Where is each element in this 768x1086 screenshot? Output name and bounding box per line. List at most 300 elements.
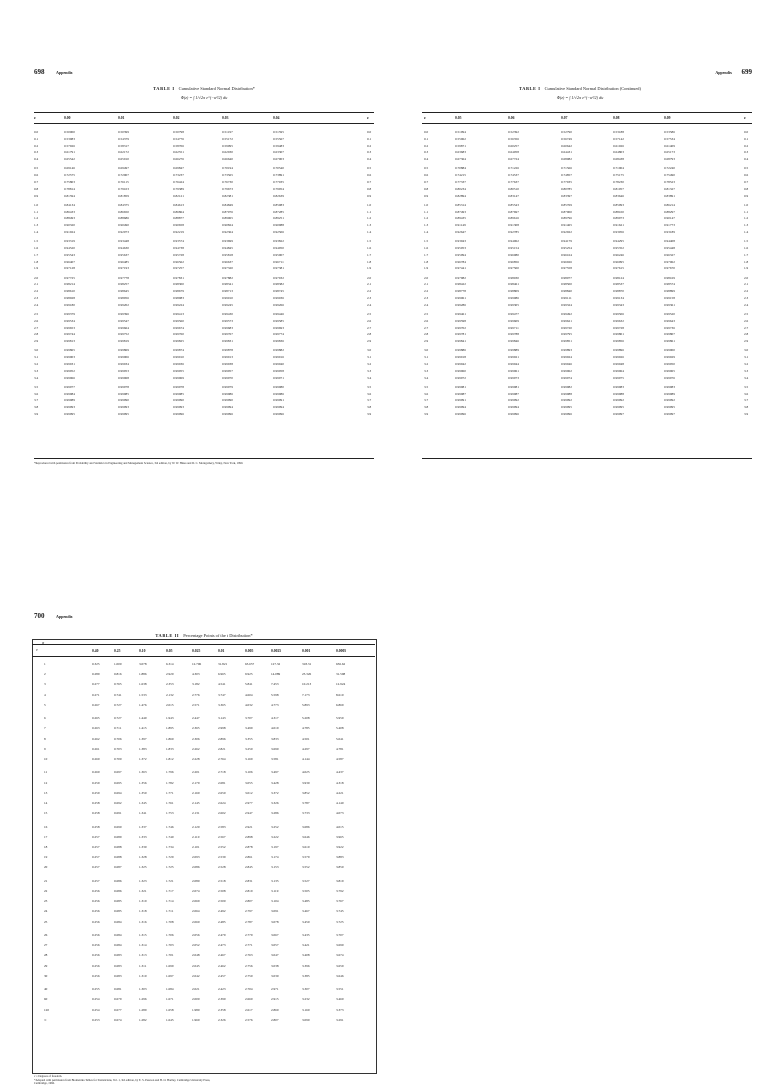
table-cell: 0.99795 (561, 332, 572, 337)
column-header: 0.08 (613, 116, 620, 120)
table-cell: 7.173 (302, 692, 310, 697)
table-cell: 1.796 (166, 770, 174, 775)
table-cell: 0.54776 (173, 136, 184, 141)
row-z-label: 2.2 (424, 289, 429, 294)
table-cell: 0.99929 (664, 355, 675, 360)
table-cell: 1.314 (139, 943, 147, 948)
table-header (0, 649, 384, 655)
table-cell: 3.485 (302, 899, 310, 904)
column-header: z (367, 116, 369, 120)
table-cell: 3.527 (302, 878, 310, 883)
table-cell: 0.83646 (613, 193, 624, 198)
table-cell: 0.97320 (222, 266, 233, 271)
table-cell: 2.069 (192, 899, 200, 904)
table-cell: 0.256 (92, 909, 100, 914)
table-caption (410, 86, 750, 91)
table-cell: 0.99957 (222, 368, 233, 373)
table-cell: 0.727 (114, 716, 122, 721)
footnote-line-1: ν = Degrees of freedom. (34, 1074, 63, 1078)
row-z-label: 1.3 (367, 223, 372, 228)
table-cell: 0.51197 (222, 130, 233, 134)
row-z-label: 1.3 (34, 223, 39, 228)
column-header: 0.00 (64, 116, 71, 120)
table-cell: 0.69497 (118, 166, 129, 171)
table-cell: 0.99774 (273, 332, 284, 337)
table-cell: 1.771 (166, 790, 174, 795)
table-cell: 4.015 (336, 824, 344, 829)
row-z-label: 1.1 (424, 209, 429, 214)
table-cell: 0.325 (92, 662, 100, 666)
table-body (0, 662, 384, 1072)
table-cell: 1.310 (139, 973, 147, 978)
row-z-label: 3.1 (424, 355, 429, 360)
table-cell: 3.850 (336, 865, 344, 870)
table-cell: 1.833 (166, 746, 174, 751)
table-cell: 0.99966 (64, 375, 75, 380)
table-cell: 0.98840 (561, 289, 572, 294)
column-header: 0.07 (561, 116, 568, 120)
row-z-label: 1.8 (34, 259, 39, 264)
table-cell: 0.259 (92, 790, 100, 795)
table-cell: 0.99989 (664, 391, 675, 396)
table-cell: 2.132 (166, 692, 174, 697)
row-z-label: 0.4 (34, 157, 39, 162)
table-cell: 4.773 (271, 702, 279, 707)
table-cell: 2.056 (192, 933, 200, 937)
table-cell: 0.99913 (222, 355, 233, 360)
row-z-label: 1.2 (34, 216, 39, 221)
table-cell: 0.256 (92, 919, 100, 924)
header-rule-top (32, 644, 375, 645)
table-cell: 3.286 (271, 811, 279, 816)
column-header: 0.04 (273, 116, 280, 120)
table-cell: 0.99343 (613, 302, 624, 307)
table-cell: 0.99813 (64, 339, 75, 344)
row-nu-label: ∞ (44, 1017, 47, 1022)
table-title: Percentage Points of the t Distribution (183, 633, 251, 638)
table-cell: 0.99560 (173, 318, 184, 323)
table-cell: 1.701 (166, 953, 174, 958)
table-cell: 0.97882 (222, 275, 233, 280)
table-cell: 0.92785 (508, 230, 519, 234)
table-cell: 0.85314 (455, 202, 466, 207)
table-cell: 1.729 (166, 855, 174, 860)
table-cell: 0.99585 (273, 318, 284, 323)
table-cell: 0.99990 (173, 398, 184, 403)
table-cell: 0.76424 (173, 180, 184, 184)
table-cell: 0.61791 (64, 150, 75, 155)
table-cell: 0.97725 (64, 275, 75, 280)
table-cell: 0.703 (114, 746, 122, 751)
table-cell: 0.50000 (64, 130, 75, 134)
table-cell: 4.541 (218, 682, 226, 687)
table-cell: 0.685 (114, 909, 122, 914)
row-z-label: 0.0 (34, 130, 39, 134)
table-cell: 2.045 (192, 963, 200, 968)
row-nu-label: 18 (44, 845, 48, 849)
table-cell: 0.97670 (664, 266, 675, 271)
table-cell: 3.792 (336, 889, 344, 893)
table-cell: 2.131 (192, 811, 200, 816)
table-cell: 0.92647 (455, 230, 466, 234)
row-z-label: 1.0 (744, 202, 749, 207)
table-cell: 1.645 (166, 1017, 174, 1022)
table-cell: 0.72240 (664, 166, 675, 171)
column-header: 0.09 (664, 116, 671, 120)
row-z-label: 0.8 (744, 186, 749, 191)
table-cell: 0.691 (114, 811, 122, 816)
row-z-label: 1.0 (424, 202, 429, 207)
table-cell: 0.97982 (455, 275, 466, 280)
table-cell: 0.257 (92, 845, 100, 849)
table-cell: 0.96485 (118, 259, 129, 264)
table-cell: 0.99266 (273, 302, 284, 307)
table-cell: 3.104 (271, 899, 279, 904)
table-cell: 0.98461 (508, 282, 519, 287)
table-cell: 3.646 (336, 973, 344, 978)
row-z-label: 3.2 (424, 362, 429, 366)
table-cell: 2.447 (192, 716, 200, 721)
table-cell: 2.326 (218, 1017, 226, 1022)
table-cell: 0.73565 (222, 173, 233, 178)
table-cell: 0.99986 (273, 391, 284, 396)
row-z-label: 3.4 (367, 375, 372, 380)
table-cell: 0.99996 (173, 412, 184, 416)
table-cell: 0.99997 (613, 412, 624, 416)
table-cell: 0.89251 (273, 216, 284, 221)
table-cell: 0.91773 (664, 223, 675, 228)
table-cell: 1.812 (166, 757, 174, 761)
table-cell: 0.58706 (173, 143, 184, 148)
table-cell: 0.99979 (222, 384, 233, 389)
table-cell: 5.841 (245, 682, 253, 687)
table-cell: 3.690 (336, 943, 344, 948)
table-cell: 3.497 (271, 770, 279, 775)
table-cell: 0.265 (92, 716, 100, 721)
table-cell: 0.99991 (273, 398, 284, 403)
table-cell: 0.82121 (173, 193, 184, 198)
table-cell: 6.965 (218, 672, 226, 677)
table-cell: 0.99926 (613, 355, 624, 360)
table-cell: 3.965 (336, 834, 344, 839)
table-body (384, 130, 768, 460)
table-cell: 0.99961 (508, 368, 519, 373)
table-cell: 0.99973 (508, 375, 519, 380)
table-cell: 0.82381 (222, 193, 233, 198)
table-cell: 1.356 (139, 780, 147, 785)
table-cell: 0.95448 (664, 246, 675, 250)
table-cell: 0.98422 (455, 282, 466, 287)
table-cell: 3.232 (302, 997, 310, 1002)
table-cell: 0.56356 (508, 136, 519, 141)
table-cell: 1.714 (166, 899, 174, 904)
table-cell: 0.62172 (118, 150, 129, 155)
table-cell: 0.60642 (561, 143, 572, 148)
row-z-label: 1.4 (744, 230, 749, 234)
table-cell: 0.99819 (118, 339, 129, 344)
column-header-alpha: 0.01 (218, 649, 225, 653)
table-cell: 0.681 (114, 987, 122, 992)
table-cell: 2.080 (192, 878, 200, 883)
table-cell: 5.208 (302, 716, 310, 721)
table-cell: 2.650 (218, 790, 226, 795)
table-cell: 0.78814 (64, 186, 75, 191)
row-z-label: 2.8 (424, 332, 429, 337)
table-cell: 0.99886 (455, 348, 466, 353)
table-cell: 0.94295 (613, 239, 624, 244)
table-cell: 2.776 (192, 692, 200, 697)
table-cell: 1.533 (139, 692, 147, 697)
table-cell: 1.303 (139, 987, 147, 992)
row-z-label: 0.1 (367, 136, 372, 141)
row-nu-label: 20 (44, 865, 48, 870)
row-z-label: 2.1 (367, 282, 372, 287)
table-cell: 1.289 (139, 1007, 147, 1012)
table-cell: 3.012 (245, 790, 253, 795)
row-z-label: 1.5 (744, 239, 749, 244)
table-cell: 3.326 (271, 801, 279, 805)
table-cell: 1.671 (166, 997, 174, 1002)
row-z-label: 2.5 (367, 312, 372, 316)
table-cell: 0.99988 (561, 391, 572, 396)
table-cell: 0.98778 (455, 289, 466, 294)
table-cell: 0.99987 (508, 391, 519, 396)
column-header: 0.05 (455, 116, 462, 120)
table-cell: 0.99997 (664, 412, 675, 416)
table-cell: 0.97062 (664, 259, 675, 264)
table-cell: 3.119 (271, 889, 279, 893)
table-cell: 0.81327 (664, 186, 675, 191)
table-cell: 2.947 (245, 811, 253, 816)
table-cell: 3.106 (245, 770, 253, 775)
table-cell: 3.291 (336, 1017, 344, 1022)
table-cell: 1.415 (139, 726, 147, 731)
header-rule-bottom (422, 123, 752, 124)
table-cell: 2.457 (218, 973, 226, 978)
table-cell: 1.333 (139, 834, 147, 839)
row-z-label: 1.8 (744, 259, 749, 264)
table-cell: 0.89065 (222, 216, 233, 221)
table-cell: 0.688 (114, 855, 122, 860)
table-body (0, 130, 384, 460)
row-z-label: 0.3 (424, 150, 429, 155)
table-cell: 0.88297 (664, 209, 675, 214)
table-cell: 3.467 (302, 909, 310, 914)
column-header: z (424, 116, 426, 120)
table-cell: 0.99744 (64, 332, 75, 337)
row-nu-label: 12 (44, 780, 48, 785)
table-cell: 1.000 (114, 662, 122, 666)
page-number: 699 (741, 68, 752, 76)
table-cell: 2.160 (192, 790, 200, 795)
page-699 (384, 0, 768, 500)
table-cell: 1.980 (192, 1007, 200, 1012)
table-cell: 0.99995 (613, 405, 624, 410)
row-z-label: 0.8 (34, 186, 39, 191)
table-cell: 0.71904 (613, 166, 624, 171)
table-cell: 0.99324 (561, 302, 572, 307)
row-z-label: 3.1 (34, 355, 39, 360)
table-cell: 4.437 (336, 770, 344, 775)
table-cell: 0.97500 (508, 266, 519, 271)
table-cell: 0.91621 (613, 223, 624, 228)
row-nu-label: 1 (44, 662, 46, 666)
table-cell: 2.021 (192, 987, 200, 992)
table-cell: 2.624 (218, 801, 226, 805)
table-cell: 3.579 (302, 855, 310, 860)
table-cell: 0.99158 (664, 296, 675, 300)
table-cell: 2.228 (192, 757, 200, 761)
table-cell: 0.98713 (222, 289, 233, 294)
table-cell: 0.92922 (561, 230, 572, 234)
row-z-label: 3.5 (367, 384, 372, 389)
table-cell: 0.99992 (508, 398, 519, 403)
table-cell: 2.093 (192, 855, 200, 860)
table-cell: 12.706 (192, 662, 202, 666)
table-cell: 0.81859 (118, 193, 129, 198)
table-cell: 5.959 (336, 716, 344, 721)
table-cell: 0.99286 (455, 302, 466, 307)
table-cell: 0.99202 (118, 302, 129, 307)
table-cell: 2.048 (192, 953, 200, 958)
column-header-alpha: 0.40 (92, 649, 99, 653)
table-cell: 3.733 (302, 811, 310, 816)
table-cell: 1.330 (139, 845, 147, 849)
table-cell: 0.99430 (222, 312, 233, 316)
table-cell: 0.99621 (561, 318, 572, 323)
table-cell: 2.110 (192, 834, 200, 839)
table-cell: 0.80510 (508, 186, 519, 191)
table-cell: 0.71566 (561, 166, 572, 171)
table-cell: 2.492 (218, 909, 226, 914)
table-cell: 0.85543 (508, 202, 519, 207)
table-cell: 1.350 (139, 790, 147, 795)
table-cell: 3.365 (218, 702, 226, 707)
row-z-label: 2.1 (424, 282, 429, 287)
table-cell: 0.90824 (222, 223, 233, 228)
table-cell: 0.79954 (273, 186, 284, 191)
header-rule-bottom (32, 656, 375, 657)
row-z-label: 2.2 (34, 289, 39, 294)
table-cell: 0.78523 (664, 180, 675, 184)
table-label: TABLE I (153, 86, 175, 91)
table-cell: 3.055 (245, 780, 253, 785)
row-z-label: 1.6 (744, 246, 749, 250)
table-cell: 0.99936 (173, 362, 184, 366)
table-cell: 1.319 (139, 899, 147, 904)
table-cell: 3.396 (302, 963, 310, 968)
table-cell: 0.727 (114, 702, 122, 707)
row-z-label: 2.9 (424, 339, 429, 344)
table-cell: 0.52392 (508, 130, 519, 134)
footnote-line-2: *Adapted with permission from Biometrika Tables for Statisticians, Vol. 1, 3rd edition, by E. S. Pearson and H. O. Hartley, Cambridge University Press, (34, 1077, 211, 1082)
table-cell: 0.99874 (173, 348, 184, 353)
table-cell: 4.221 (336, 790, 344, 795)
table-cell: 1.684 (166, 987, 174, 992)
table-cell: 0.99996 (222, 412, 233, 416)
table-cell: 0.55172 (222, 136, 233, 141)
table-cell: 0.99955 (173, 368, 184, 373)
table-cell: 0.85083 (273, 202, 284, 207)
table-cell: 2.977 (245, 801, 253, 805)
row-nu-label: 30 (44, 973, 48, 978)
table-cell: 0.85993 (613, 202, 624, 207)
table-cell: 4.144 (302, 757, 310, 761)
column-header-alpha: 0.001 (302, 649, 311, 653)
row-z-label: 2.4 (34, 302, 39, 307)
table-cell: 0.96562 (173, 259, 184, 264)
table-cell: 3.581 (271, 757, 279, 761)
table-cell: 3.090 (302, 1017, 310, 1022)
table-cell: 2.060 (192, 919, 200, 924)
table-cell: 0.66640 (222, 157, 233, 162)
table-cell: 0.687 (114, 865, 122, 870)
table-cell: 3.373 (336, 1007, 344, 1012)
table-cell: 2.500 (218, 899, 226, 904)
row-z-label: 0.6 (424, 173, 429, 178)
table-cell: 0.99846 (508, 339, 519, 344)
table-cell: 0.86650 (118, 209, 129, 214)
table-cell: 0.93056 (613, 230, 624, 234)
table-cell: 0.99693 (273, 325, 284, 330)
table-cell: 0.99788 (508, 332, 519, 337)
table-cell: 0.96080 (508, 252, 519, 257)
table-cell: 0.80785 (561, 186, 572, 191)
table-cell: 0.99991 (455, 398, 466, 403)
row-z-label: 3.0 (367, 348, 372, 353)
table-cell: 5.598 (271, 692, 279, 697)
table-cell: 0.258 (92, 811, 100, 816)
row-z-label: 2.2 (367, 289, 372, 294)
row-z-label: 1.5 (34, 239, 39, 244)
table-cell: 2.797 (245, 909, 253, 914)
table-cell: 3.135 (271, 878, 279, 883)
table-cell: 1.282 (139, 1017, 147, 1022)
row-z-label: 1.5 (367, 239, 372, 244)
table-cell: 4.140 (336, 801, 344, 805)
table-cell: 0.99841 (455, 339, 466, 344)
table-title: Cumulative Standard Normal Distribution (Continued) (544, 86, 641, 91)
footnote-line-3: Cambridge, 1966. (34, 1081, 55, 1086)
row-z-label: 1.3 (744, 223, 749, 228)
table-cell: 3.222 (271, 834, 279, 839)
row-z-label: 2.9 (744, 339, 749, 344)
table-cell: 3.067 (271, 933, 279, 937)
table-cell: 0.99946 (561, 362, 572, 366)
row-z-label: 0.5 (744, 166, 749, 171)
row-z-label: 1.2 (424, 216, 429, 221)
row-z-label: 0.3 (34, 150, 39, 155)
table-cell: 3.057 (271, 943, 279, 948)
table-cell: 3.038 (271, 963, 279, 968)
table-cell: 0.99767 (222, 332, 233, 337)
table-cell: 3.355 (245, 736, 253, 741)
table-cell: 0.66276 (173, 157, 184, 162)
table-cell: 0.93448 (118, 239, 129, 244)
table-cell: 0.261 (92, 746, 100, 751)
table-cell: 0.84613 (173, 202, 184, 207)
row-z-label: 1.4 (367, 230, 372, 234)
table-cell: 1.740 (166, 834, 174, 839)
row-z-label: 1.2 (367, 216, 372, 221)
row-z-label: 3.6 (744, 391, 749, 396)
table-cell: 0.765 (114, 682, 122, 687)
table-cell: 1.895 (166, 726, 174, 731)
table-cell: 3.428 (271, 780, 279, 785)
table-cell: 4.025 (302, 770, 310, 775)
table-cell: 3.160 (302, 1007, 310, 1012)
table-cell: 0.262 (92, 736, 100, 741)
